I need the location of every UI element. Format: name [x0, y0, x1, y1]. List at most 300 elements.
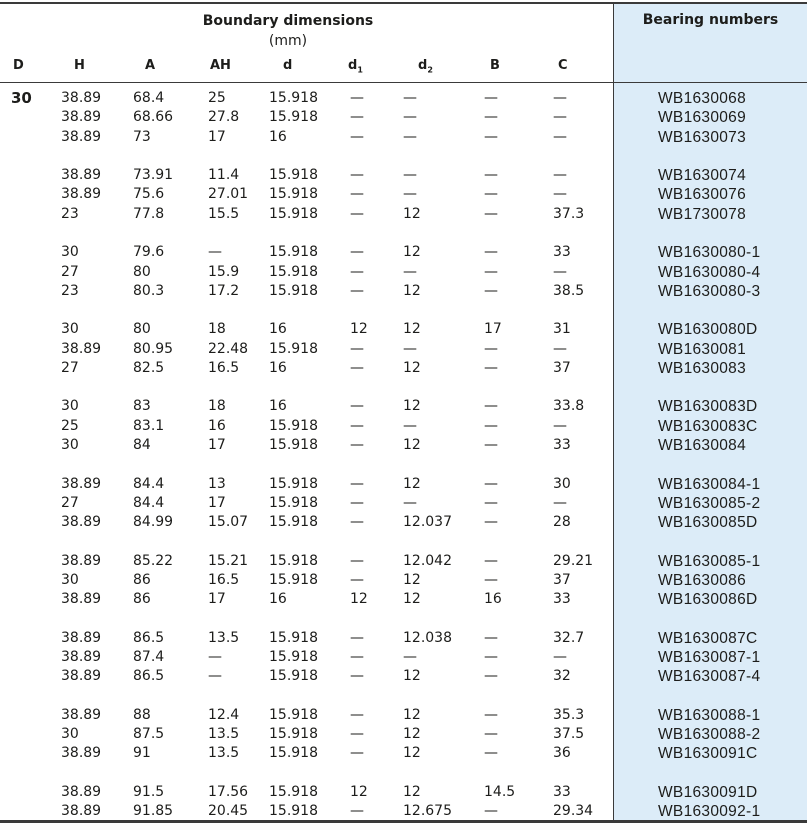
- cell-d2: —: [403, 186, 417, 203]
- cell-C: 33: [553, 783, 571, 800]
- bearing-number: WB1630085D: [658, 514, 758, 532]
- cell-AH: 13.5: [208, 726, 240, 743]
- cell-d2: 12: [403, 359, 421, 376]
- cell-d1: —: [350, 90, 364, 106]
- boundary-dimensions-unit: (mm): [268, 33, 308, 49]
- cell-A: 91.5: [133, 783, 165, 800]
- table-row: [0, 282, 807, 301]
- cell-A: 73.91: [133, 167, 174, 184]
- table-row: [0, 397, 807, 416]
- cell-H: 38.89: [61, 745, 102, 762]
- boundary-dimensions-title: Boundary dimensions: [202, 13, 374, 29]
- bearing-number: WB1630081: [658, 340, 747, 358]
- cell-H: 38.89: [61, 803, 102, 820]
- cell-B: —: [484, 726, 498, 743]
- cell-AH: 27.8: [208, 109, 240, 126]
- bearing-number: WB1730078: [658, 205, 747, 223]
- bearing-number: WB1630092-1: [658, 803, 761, 821]
- cell-d1: —: [350, 494, 364, 511]
- cell-A: 84: [133, 437, 151, 453]
- cell-d1: —: [350, 128, 364, 145]
- cell-B: —: [484, 745, 498, 762]
- cell-d1: —: [350, 649, 364, 665]
- cell-d: 16: [269, 321, 287, 338]
- table-row: [0, 706, 807, 725]
- cell-H: 30: [61, 398, 79, 415]
- cell-AH: 20.45: [208, 803, 249, 820]
- cell-B: —: [484, 629, 498, 646]
- cell-H: 38.89: [61, 186, 102, 203]
- cell-d2: —: [403, 109, 417, 126]
- cell-C: 37: [553, 571, 571, 588]
- cell-H: 25: [61, 417, 79, 434]
- cell-d2: —: [403, 263, 417, 280]
- cell-AH: 25: [208, 90, 226, 106]
- cell-d2: 12: [403, 745, 421, 762]
- column-header-B: B: [490, 58, 500, 73]
- cell-d1: —: [350, 186, 364, 203]
- cell-A: 86: [133, 591, 151, 608]
- cell-d1: —: [350, 244, 364, 261]
- column-header-AH: AH: [210, 58, 231, 73]
- cell-H: 27: [61, 263, 79, 280]
- cell-d1: —: [350, 514, 364, 531]
- table-row: [0, 243, 807, 262]
- bearing-number: WB1630088-1: [658, 706, 761, 724]
- bearing-number: WB1630080D: [658, 321, 758, 339]
- cell-d: 15.918: [269, 494, 318, 511]
- cell-d: 15.918: [269, 649, 318, 665]
- cell-H: 38.89: [61, 475, 102, 492]
- cell-d: 15.918: [269, 90, 318, 106]
- cell-B: —: [484, 359, 498, 376]
- cell-AH: 11.4: [208, 167, 240, 184]
- cell-H: 38.89: [61, 552, 102, 569]
- cell-A: 86.5: [133, 629, 165, 646]
- cell-A: 80.3: [133, 282, 165, 299]
- cell-d: 15.918: [269, 244, 318, 261]
- cell-B: —: [484, 571, 498, 588]
- cell-d2: 12: [403, 571, 421, 588]
- cell-H: 30: [61, 437, 79, 453]
- table-row: [0, 744, 807, 763]
- cell-d1: —: [350, 726, 364, 743]
- cell-d2: 12: [403, 398, 421, 415]
- cell-C: 33: [553, 591, 571, 608]
- cell-d: 15.918: [269, 186, 318, 203]
- cell-H: 27: [61, 494, 79, 511]
- cell-C: 37.3: [553, 205, 585, 222]
- cell-A: 75.6: [133, 186, 165, 203]
- cell-d2: 12: [403, 475, 421, 492]
- cell-B: —: [484, 90, 498, 106]
- table-row: [0, 359, 807, 378]
- cell-d2: 12: [403, 282, 421, 299]
- cell-AH: —: [208, 649, 222, 665]
- cell-B: —: [484, 514, 498, 531]
- cell-A: 84.99: [133, 514, 174, 531]
- cell-C: —: [553, 109, 567, 126]
- cell-C: —: [553, 417, 567, 434]
- cell-A: 79.6: [133, 244, 165, 261]
- table-row: [0, 205, 807, 224]
- cell-d: 15.918: [269, 282, 318, 299]
- cell-AH: 12.4: [208, 706, 240, 723]
- bearing-number: WB1630080-3: [658, 282, 761, 300]
- cell-AH: 16.5: [208, 359, 240, 376]
- cell-d2: —: [403, 649, 417, 665]
- cell-B: —: [484, 803, 498, 820]
- cell-C: 33: [553, 437, 571, 453]
- cell-d: 16: [269, 591, 287, 608]
- cell-d: 16: [269, 128, 287, 145]
- bearing-number: WB1630080-4: [658, 263, 761, 281]
- cell-B: 17: [484, 321, 502, 338]
- column-header-d2-subscript: 2: [427, 65, 433, 75]
- cell-d: 15.918: [269, 109, 318, 126]
- cell-d1: —: [350, 109, 364, 126]
- cell-H: 30: [61, 244, 79, 261]
- cell-AH: —: [208, 668, 222, 685]
- column-header-H: H: [74, 58, 85, 73]
- cell-d: 15.918: [269, 167, 318, 184]
- cell-d: 15.918: [269, 417, 318, 434]
- cell-C: —: [553, 340, 567, 357]
- column-header-d1: [348, 58, 363, 75]
- table-row: [0, 436, 807, 455]
- table-row: [0, 417, 807, 436]
- cell-C: —: [553, 649, 567, 665]
- table-row: [0, 166, 807, 185]
- cell-d: 15.918: [269, 783, 318, 800]
- cell-A: 91.85: [133, 803, 174, 820]
- cell-d2: 12: [403, 244, 421, 261]
- cell-d2: —: [403, 128, 417, 145]
- bearing-number: WB1630084: [658, 437, 747, 454]
- table-row: [0, 108, 807, 127]
- cell-A: 77.8: [133, 205, 165, 222]
- cell-AH: 17: [208, 591, 226, 608]
- column-header-d1-letter: d: [348, 58, 358, 73]
- cell-d: 16: [269, 398, 287, 415]
- cell-B: —: [484, 282, 498, 299]
- bearing-number: WB1630068: [658, 90, 747, 107]
- cell-AH: 13.5: [208, 629, 240, 646]
- cell-B: —: [484, 167, 498, 184]
- cell-d2: 12.037: [403, 514, 452, 531]
- cell-H: 23: [61, 205, 79, 222]
- cell-d1: —: [350, 263, 364, 280]
- cell-C: —: [553, 494, 567, 511]
- cell-AH: 16.5: [208, 571, 240, 588]
- cell-d2: 12: [403, 706, 421, 723]
- cell-AH: 16: [208, 417, 226, 434]
- cell-d: 15.918: [269, 263, 318, 280]
- D-value: 30: [11, 89, 32, 107]
- column-header-C: C: [558, 58, 568, 73]
- table-row: [0, 802, 807, 821]
- table-row: [0, 89, 807, 108]
- cell-d: 15.918: [269, 340, 318, 357]
- table-row: [0, 783, 807, 802]
- table-row: [0, 320, 807, 339]
- cell-H: 38.89: [61, 128, 102, 145]
- cell-H: 30: [61, 571, 79, 588]
- cell-B: —: [484, 340, 498, 357]
- cell-C: —: [553, 186, 567, 203]
- table-row: [0, 590, 807, 609]
- bearing-number: WB1630085-2: [658, 494, 761, 512]
- cell-H: 27: [61, 359, 79, 376]
- cell-H: 30: [61, 726, 79, 743]
- cell-AH: 15.07: [208, 514, 249, 531]
- cell-B: —: [484, 494, 498, 511]
- cell-A: 80: [133, 263, 151, 280]
- cell-AH: 13: [208, 475, 226, 492]
- cell-A: 68.4: [133, 90, 165, 106]
- cell-C: 29.21: [553, 552, 594, 569]
- cell-d1: —: [350, 205, 364, 222]
- cell-d1: —: [350, 629, 364, 646]
- table-row: [0, 648, 807, 667]
- cell-C: 31: [553, 321, 571, 338]
- cell-d1: —: [350, 437, 364, 453]
- column-header-d2: [418, 58, 433, 75]
- bearing-number: WB1630087C: [658, 629, 758, 647]
- cell-C: 32: [553, 668, 571, 685]
- cell-d1: —: [350, 706, 364, 723]
- column-header-d1-subscript: 1: [357, 65, 363, 75]
- cell-C: 36: [553, 745, 571, 762]
- bearing-number: WB1630074: [658, 167, 747, 185]
- cell-d2: 12.038: [403, 629, 452, 646]
- cell-B: —: [484, 706, 498, 723]
- cell-A: 80: [133, 321, 151, 338]
- cell-d1: 12: [350, 783, 368, 800]
- bearing-number: WB1630086: [658, 571, 747, 589]
- cell-d: 15.918: [269, 475, 318, 492]
- cell-d2: 12: [403, 205, 421, 222]
- cell-C: 29.34: [553, 803, 594, 820]
- bearing-number: WB1630086D: [658, 591, 758, 609]
- cell-A: 86: [133, 571, 151, 588]
- cell-d1: —: [350, 803, 364, 820]
- cell-H: 30: [61, 321, 79, 338]
- column-header-D: D: [13, 58, 24, 73]
- cell-H: 38.89: [61, 649, 102, 665]
- cell-H: 38.89: [61, 668, 102, 685]
- table-top-rule: [0, 2, 807, 4]
- cell-B: —: [484, 244, 498, 261]
- cell-d1: —: [350, 340, 364, 357]
- cell-C: 33: [553, 244, 571, 261]
- cell-AH: 22.48: [208, 340, 249, 357]
- bearing-number: WB1630083D: [658, 398, 758, 416]
- cell-d: 15.918: [269, 706, 318, 723]
- cell-d: 15.918: [269, 437, 318, 453]
- cell-H: 38.89: [61, 167, 102, 184]
- cell-A: 83.1: [133, 417, 165, 434]
- column-header-d: d: [283, 58, 293, 73]
- bearing-number: WB1630073: [658, 128, 747, 146]
- cell-C: —: [553, 167, 567, 184]
- header-bottom-rule: [0, 82, 807, 83]
- cell-A: 86.5: [133, 668, 165, 685]
- table-row: [0, 513, 807, 532]
- cell-H: 38.89: [61, 109, 102, 126]
- cell-d2: —: [403, 167, 417, 184]
- table-row: [0, 725, 807, 744]
- table-row: [0, 263, 807, 282]
- cell-d1: —: [350, 475, 364, 492]
- cell-A: 84.4: [133, 475, 165, 492]
- cell-d1: —: [350, 359, 364, 376]
- column-header-A: A: [145, 58, 156, 73]
- cell-C: 32.7: [553, 629, 585, 646]
- bearing-number: WB1630069: [658, 109, 747, 127]
- cell-d2: —: [403, 417, 417, 434]
- bearing-number: WB1630080-1: [658, 244, 761, 262]
- cell-A: 83: [133, 398, 151, 415]
- table-row: [0, 629, 807, 648]
- cell-AH: 15.5: [208, 205, 240, 222]
- cell-d2: 12.042: [403, 552, 452, 569]
- cell-C: 38.5: [553, 282, 585, 299]
- cell-B: 14.5: [484, 783, 516, 800]
- cell-A: 80.95: [133, 340, 174, 357]
- cell-d1: —: [350, 668, 364, 685]
- cell-A: 82.5: [133, 359, 165, 376]
- cell-d1: —: [350, 398, 364, 415]
- cell-d2: 12: [403, 321, 421, 338]
- cell-C: —: [553, 128, 567, 145]
- cell-B: —: [484, 649, 498, 665]
- cell-H: 38.89: [61, 706, 102, 723]
- cell-B: —: [484, 398, 498, 415]
- cell-d2: 12: [403, 726, 421, 743]
- cell-C: —: [553, 90, 567, 106]
- cell-C: 30: [553, 475, 571, 492]
- table-row: [0, 340, 807, 359]
- cell-B: —: [484, 263, 498, 280]
- cell-AH: 17: [208, 494, 226, 511]
- table-row: [0, 571, 807, 590]
- cell-d: 15.918: [269, 668, 318, 685]
- cell-d: 15.918: [269, 726, 318, 743]
- cell-d2: 12: [403, 783, 421, 800]
- cell-AH: 15.21: [208, 552, 249, 569]
- cell-H: 38.89: [61, 90, 102, 106]
- cell-d1: —: [350, 745, 364, 762]
- cell-C: 35.3: [553, 706, 585, 723]
- cell-A: 85.22: [133, 552, 174, 569]
- cell-B: —: [484, 668, 498, 685]
- bearing-number: WB1630085-1: [658, 552, 761, 570]
- cell-AH: 17: [208, 437, 226, 453]
- cell-d2: 12: [403, 437, 421, 453]
- boundary-dimensions-header: [180, 11, 396, 51]
- table-row: [0, 667, 807, 686]
- cell-A: 84.4: [133, 494, 165, 511]
- cell-A: 88: [133, 706, 151, 723]
- cell-AH: 27.01: [208, 186, 249, 203]
- cell-A: 87.4: [133, 649, 165, 665]
- cell-AH: 15.9: [208, 263, 240, 280]
- cell-d1: 12: [350, 591, 368, 608]
- cell-AH: 17.2: [208, 282, 240, 299]
- cell-C: 37.5: [553, 726, 585, 743]
- cell-H: 38.89: [61, 591, 102, 608]
- cell-AH: 18: [208, 398, 226, 415]
- table-row: [0, 128, 807, 147]
- cell-d: 15.918: [269, 745, 318, 762]
- cell-H: 38.89: [61, 514, 102, 531]
- bearing-number: WB1630091C: [658, 745, 758, 763]
- cell-B: —: [484, 437, 498, 453]
- cell-d2: 12: [403, 591, 421, 608]
- bearing-number: WB1630083: [658, 359, 747, 377]
- cell-d: 16: [269, 359, 287, 376]
- bearing-number: WB1630088-2: [658, 726, 761, 744]
- bearing-number: WB1630091D: [658, 783, 758, 801]
- cell-A: 68.66: [133, 109, 174, 126]
- table-row: [0, 552, 807, 571]
- cell-B: —: [484, 128, 498, 145]
- cell-C: 33.8: [553, 398, 585, 415]
- cell-B: —: [484, 205, 498, 222]
- cell-B: —: [484, 475, 498, 492]
- cell-d1: 12: [350, 321, 368, 338]
- cell-AH: —: [208, 244, 222, 261]
- cell-C: —: [553, 263, 567, 280]
- cell-B: —: [484, 186, 498, 203]
- cell-B: —: [484, 417, 498, 434]
- cell-H: 38.89: [61, 340, 102, 357]
- cell-d2: —: [403, 340, 417, 357]
- bearing-number: WB1630076: [658, 186, 747, 204]
- cell-B: —: [484, 109, 498, 126]
- cell-B: —: [484, 552, 498, 569]
- cell-d2: 12: [403, 668, 421, 685]
- cell-d: 15.918: [269, 205, 318, 222]
- bearing-number: WB1630083C: [658, 417, 758, 435]
- cell-d: 15.918: [269, 514, 318, 531]
- cell-B: 16: [484, 591, 502, 608]
- bearing-number: WB1630084-1: [658, 475, 761, 493]
- cell-d2: 12.675: [403, 803, 452, 820]
- bearing-numbers-header: Bearing numbers: [642, 12, 779, 28]
- table-row: [0, 494, 807, 513]
- column-header-d2-letter: d: [418, 58, 428, 73]
- cell-H: 38.89: [61, 629, 102, 646]
- cell-C: 28: [553, 514, 571, 531]
- cell-AH: 17.56: [208, 783, 249, 800]
- cell-A: 73: [133, 128, 151, 145]
- cell-A: 91: [133, 745, 151, 762]
- table-row: [0, 475, 807, 494]
- cell-C: 37: [553, 359, 571, 376]
- cell-d1: —: [350, 282, 364, 299]
- cell-A: 87.5: [133, 726, 165, 743]
- cell-H: 38.89: [61, 783, 102, 800]
- bearing-number: WB1630087-4: [658, 668, 761, 686]
- cell-d1: —: [350, 552, 364, 569]
- cell-d: 15.918: [269, 629, 318, 646]
- bearing-number: WB1630087-1: [658, 649, 761, 666]
- cell-d1: —: [350, 167, 364, 184]
- cell-H: 23: [61, 282, 79, 299]
- cell-d2: —: [403, 494, 417, 511]
